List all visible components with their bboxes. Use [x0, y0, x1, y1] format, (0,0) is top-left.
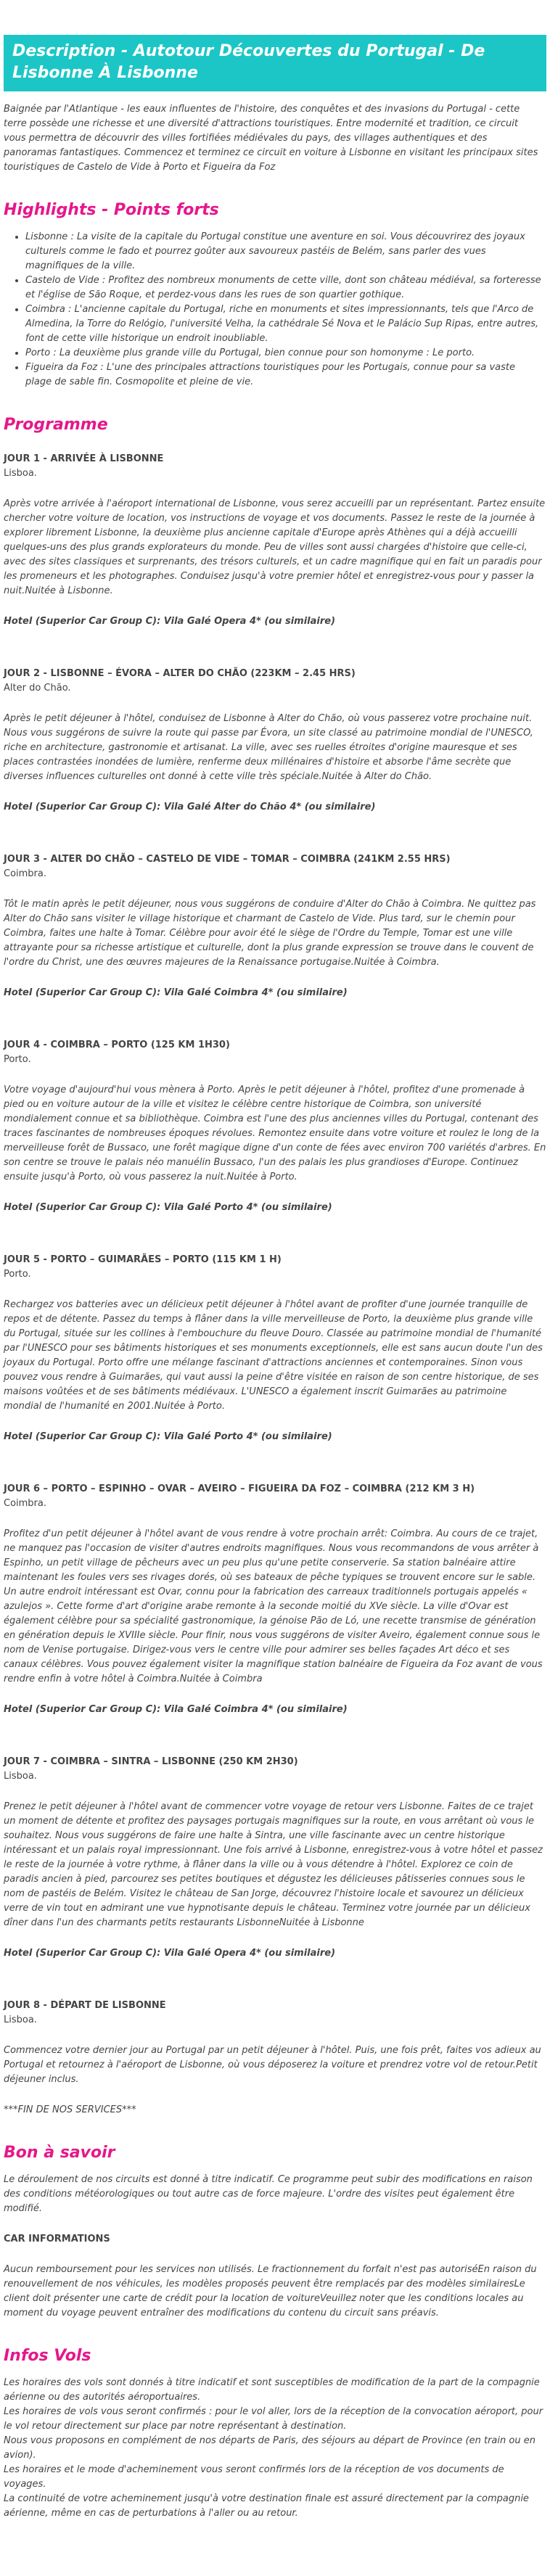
page-title: Description - Autotour Découvertes du Portugal - De Lisbonne À Lisbonne	[4, 35, 546, 91]
day-hotel: Hotel (Superior Car Group C): Vila Galé Porto 4* (ou similaire)	[4, 1431, 332, 1442]
day-block	[4, 667, 546, 815]
conditions-intro: Le déroulement de nos circuits est donné à titre indicatif. Ce programme peut subir des modifications en raison des conditions météorologiques ou tout autre cas de force majeure. L'ordre des visites peut également être modifié.	[4, 2174, 533, 2214]
day-title: JOUR 8 - DÉPART DE LISBONNE	[4, 2000, 166, 2011]
day-title: JOUR 3 - ALTER DO CHÃO – CASTELO DE VIDE – TOMAR – COIMBRA (241KM 2.55 HRS)	[4, 854, 451, 865]
day-title: JOUR 7 - COIMBRA – SINTRA – LISBONNE (250 KM 2H30)	[4, 1756, 298, 1767]
highlight-item: • Castelo de Vide : Profitez des nombreux monuments de cette ville, dont son château médiéval, sa forteresse et l'église de São Roque, et perdez-vous dans les rues de son quartier gothique.	[25, 273, 542, 303]
highlight-item: • Porto : La deuxième plus grande ville du Portugal, bien connue pour son homonyme : Le porto.	[25, 346, 542, 361]
day-hotel: Hotel (Superior Car Group C): Vila Galé Coimbra 4* (ou similaire)	[4, 1704, 348, 1715]
day-block	[4, 1482, 546, 1717]
day-place: Lisboa.	[4, 2015, 37, 2025]
highlight-item: • Figueira da Foz : L'une des principales attractions touristiques pour les Portugais, connue pour sa vaste plage de sable fin. Cosmopolite et pleine de vie.	[25, 361, 542, 390]
programme-heading: Programme	[4, 416, 108, 434]
car-info-text: Aucun remboursement pour les services non utilisés. Le fractionnement du forfait n'est pas autoriséEn raison du renouvellement de nos véhicules, les modèles proposés peuvent être remplacés par des modèles similairesLe client doit présenter une carte de crédit pour la location de voitureVeuillez noter que les conditions locales au moment du voyage peuvent entraîner des modifications du contenu du circuit sans préavis.	[4, 2264, 537, 2318]
day-block	[4, 1253, 546, 1444]
day-block	[4, 1999, 546, 2087]
day-place: Porto.	[4, 1054, 31, 1065]
intro-text: Baignée par l'Atlantique - les eaux influentes de l'histoire, des conquêtes et des invasions du Portugal - cette terre possède une richesse et une diversité d'attractions touristiques. Entre modernité et tradition, ce circuit vous permettra de découvrir des villes fortifiées médiévales du pays, des villages authentiques et des panoramas fantastiques. Commencez et terminez ce circuit en voiture à Lisbonne en visitant les principaux sites touristiques de Castelo de Vide à Porto et Figueira da Foz	[4, 104, 538, 173]
car-info-heading: CAR INFORMATIONS	[4, 2234, 110, 2244]
day-place: Coimbra.	[4, 868, 47, 879]
day-hotel: Hotel (Superior Car Group C): Vila Galé Alter do Chão 4* (ou similaire)	[4, 802, 376, 812]
day-hotel: Hotel (Superior Car Group C): Vila Galé Opera 4* (ou similaire)	[4, 616, 336, 627]
day-block	[4, 852, 546, 1000]
day-description: Profitez d'un petit déjeuner à l'hôtel avant de vous rendre à votre prochain arrêt: Coimbra. Au cours de ce trajet, ne manquez pas l'occasion de visiter d'autres endroits magnifiques. Nous vous recommandons de vous arrêter à Espinho, un petit village de pêcheurs avec un peu plus qu'une petite conserverie. Sa station balnéaire attire maintenant les foules vers ses rivages dorés, où ses bateaux de pêche typiques se trouvent encore sur le sable. Un autre endroit intéressant est Ovar, connu pour la fabrication des carreaux traditionnels portugais appelés « azulejos ». Cette forme d'art d'origine arabe remonte à la seconde moitié du XVe siècle. La ville d'Ovar est également célèbre pour sa spécialité gastronomique, la génoise Pão de Ló, une recette transmise de génération en génération depuis le XVIIIe siècle. Pour finir, nous vous suggérons de visiter Aveiro, également connue sous le nom de Venise portugaise. Dirigez-vous vers le centre ville pour admirer ses belles façades Art déco et ses canaux célèbres. Vous pouvez également visiter la magnifique station balnéaire de Figueira da Foz avant de vous rendre enfin à votre hôtel à Coimbra.Nuitée à Coimbra	[4, 1528, 543, 1684]
flight-info-line: La continuité de votre acheminement jusqu'à votre destination finale est assuré directement par la compagnie aérienne, même en cas de perturbations à l'aller ou au retour.	[4, 2493, 529, 2519]
day-hotel: Hotel (Superior Car Group C): Vila Galé Coimbra 4* (ou similaire)	[4, 987, 348, 998]
day-description: Rechargez vos batteries avec un délicieux petit déjeuner à l'hôtel avant de profiter d'une journée tranquille de repos et de détente. Passez du temps à flâner dans la ville merveilleuse de Porto, la deuxième plus grande ville du Portugal, située sur les collines à l'embouchure du fleuve Douro. Classée au patrimoine mondial de l'humanité par l'UNESCO pour ses bâtiments historiques et ses monuments exceptionnels, elle est sans aucun doute l'un des joyaux du Portugal. Porto offre une mélange fascinant d'attractions anciennes et contemporaines. Sinon vous pouvez vous rendre à Guimarães, qui vaut aussi la peine d'être visitée en raison de son centre historique, de ses maisons voûtées et de ses bâtiments médiévaux. L'UNESCO a également inscrit Guimarães au patrimoine mondial de l'humanité en 2001.Nuitée à Porto.	[4, 1299, 543, 1412]
day-place: Lisboa.	[4, 1771, 37, 1782]
day-description: Votre voyage d'aujourd'hui vous mènera à Porto. Après le petit déjeuner à l'hôtel, profitez d'une promenade à pied ou en voiture autour de la ville et visitez le célèbre centre historique de Coimbra, son université mondialement connue et sa bibliothèque. Coimbra est l'une des plus anciennes villes du Portugal, contenant des traces fascinantes de nombreuses époques révolues. Remontez ensuite dans votre voiture et roulez le long de la merveilleuse forêt de Bussaco, une forêt magique digne d'un conte de fées avec environ 700 variétés d'arbres. En son centre se trouve le palais néo manuélin Bussaco, l'un des palais les plus grandioses d'Europe. Continuez ensuite jusqu'à Porto, où vous passerez la nuit.Nuitée à Porto.	[4, 1085, 546, 1182]
day-place: Lisboa.	[4, 468, 37, 479]
flight-info-line: Les horaires des vols sont donnés à titre indicatif et sont susceptibles de modification de la part de la compagnie aérienne ou des autorités aéroportuaires.	[4, 2377, 540, 2403]
day-block	[4, 452, 546, 629]
highlight-item: • Lisbonne : La visite de la capitale du Portugal constitue une aventure en soi. Vous découvrirez des joyaux culturels comme le fado et pourrez goûter aux savoureux pastéis de Belém, sans parler des vues magnifiques de la ville.	[25, 230, 542, 273]
day-description: Prenez le petit déjeuner à l'hôtel avant de commencer votre voyage de retour vers Lisbonne. Faites de ce trajet un moment de détente et profitez des paysages portugais magnifiques sur la route, en vous arrêtant où vous le souhaitez. Nous vous suggérons de faire une halte à Sintra, une ville fascinante avec un centre historique intéressant et un palais royal impressionnant. Une fois arrivé à Lisbonne, enregistrez-vous à votre hôtel et passez le reste de la journée à votre rythme, à flâner dans la ville ou à vous détendre à l'hôtel. Explorez ce coin de paradis ancien à pied, parcourez ses petites boutiques et dégustez les délicieuses pâtisseries connues sous le nom de pastéis de Belém. Visitez le château de San Jorge, découvrez l'histoire locale et savourez un délicieux verre de vin tout en admirant une vue hypnotisante depuis le château. Terminez votre journée par un délicieux dîner dans l'un des charmants petits restaurants LisbonneNuitée à Lisbonne	[4, 1801, 543, 1928]
end-of-services: ***FIN DE NOS SERVICES***	[4, 2104, 136, 2115]
flight-info-line: Les horaires et le mode d'acheminement vous seront confirmés lors de la réception de vos documents de voyages.	[4, 2464, 504, 2490]
conditions-heading: Bon à savoir	[4, 2144, 115, 2162]
flights-heading: Infos Vols	[4, 2347, 91, 2365]
day-title: JOUR 6 – PORTO – ESPINHO – OVAR – AVEIRO – FIGUEIRA DA FOZ – COIMBRA (212 KM 3 H)	[4, 1484, 475, 1494]
day-description: Commencez votre dernier jour au Portugal par un petit déjeuner à l'hôtel. Puis, une fois prêt, faites vos adieux au Portugal et retournez à l'aéroport de Lisbonne, où vous déposerez la voiture et prendrez votre vol de retour.Petit déjeuner inclus.	[4, 2045, 541, 2085]
flights-info	[4, 2376, 546, 2521]
day-description: Tôt le matin après le petit déjeuner, nous vous suggérons de conduire d'Alter do Chão à Coimbra. Ne quittez pas Alter do Chão sans visiter le village historique et charmant de Castelo de Vide. Plus tard, sur le chemin pour Coimbra, faites une halte à Tomar. Célèbre pour avoir été le siège de l'Ordre du Temple, Tomar est une ville attrayante pour sa richesse artistique et culturelle, dont la plus grande expression se trouve dans le couvent de l'ordre du Christ, une des œuvres majeures de la Renaissance portugaise.Nuitée à Coimbra.	[4, 899, 536, 968]
flight-info-line: Nous vous proposons en complément de nos départs de Paris, des séjours au départ de Province (en train ou en avion).	[4, 2435, 535, 2461]
day-description: Après le petit déjeuner à l'hôtel, conduisez de Lisbonne à Alter do Chão, où vous passerez votre prochaine nuit. Nous vous suggérons de suivre la route qui passe par Évora, un site classé au patrimoine mondial de l'UNESCO, riche en architecture, gastronomie et artisanat. La ville, avec ses ruelles étroites d'origine mauresque et ses places contrastées inondées de lumière, renferme deux millénaires d'histoire et absorbe l'âme secrète que diverses influences culturelles ont donné à cette ville très spéciale.Nuitée à Alter do Chão.	[4, 713, 533, 782]
day-place: Coimbra.	[4, 1498, 47, 1509]
day-description: Après votre arrivée à l'aéroport international de Lisbonne, vous serez accueilli par un représentant. Partez ensuite chercher votre voiture de location, vos instructions de voyage et vos documents. Passez le reste de la journée à explorer librement Lisbonne, la deuxième plus ancienne capitale d'Europe après Athènes qui a déjà accueilli quelques-uns des plus grands explorateurs du monde. Peu de villes sont aussi chargées d'histoire que celle-ci, avec des sites classiques et surprenants, des trésors culturels, et un cadre magnifique qui en fait un paradis pour les promeneurs et les photographes. Conduisez jusqu'à votre premier hôtel et enregistrez-vous pour y passer la nuit.Nuitée à Lisbonne.	[4, 498, 546, 596]
flight-info-line: Les horaires de vols vous seront confirmés : pour le vol aller, lors de la réception de la convocation aéroport, pour le vol retour directement sur place par notre représentant à destination.	[4, 2406, 543, 2432]
day-block	[4, 1038, 546, 1215]
highlights-list	[25, 230, 546, 390]
highlight-item: • Coimbra : L'ancienne capitale du Portugal, riche en monuments et sites impressionnants, tels que l'Arco de Almedina, la Torre do Relógio, l'université Velha, la cathédrale Sé Nova et le Palácio Sup Ripas, entre autres, font de cette ville historique un endroit inoubliable.	[25, 303, 542, 346]
day-hotel: Hotel (Superior Car Group C): Vila Galé Opera 4* (ou similaire)	[4, 1948, 336, 1959]
day-title: JOUR 4 - COIMBRA – PORTO (125 KM 1H30)	[4, 1040, 230, 1050]
day-place: Porto.	[4, 1269, 31, 1280]
highlights-heading: Highlights - Points forts	[4, 201, 219, 219]
day-place: Alter do Chão.	[4, 683, 71, 694]
day-hotel: Hotel (Superior Car Group C): Vila Galé Porto 4* (ou similaire)	[4, 1202, 332, 1213]
day-title: JOUR 2 - LISBONNE – ÉVORA – ALTER DO CHÃO (223KM – 2.45 HRS)	[4, 668, 356, 679]
day-title: JOUR 1 - ARRIVÉE À LISBONNE	[4, 453, 164, 464]
day-title: JOUR 5 - PORTO – GUIMARÃES – PORTO (115 KM 1 H)	[4, 1254, 282, 1265]
day-block	[4, 1755, 546, 1961]
